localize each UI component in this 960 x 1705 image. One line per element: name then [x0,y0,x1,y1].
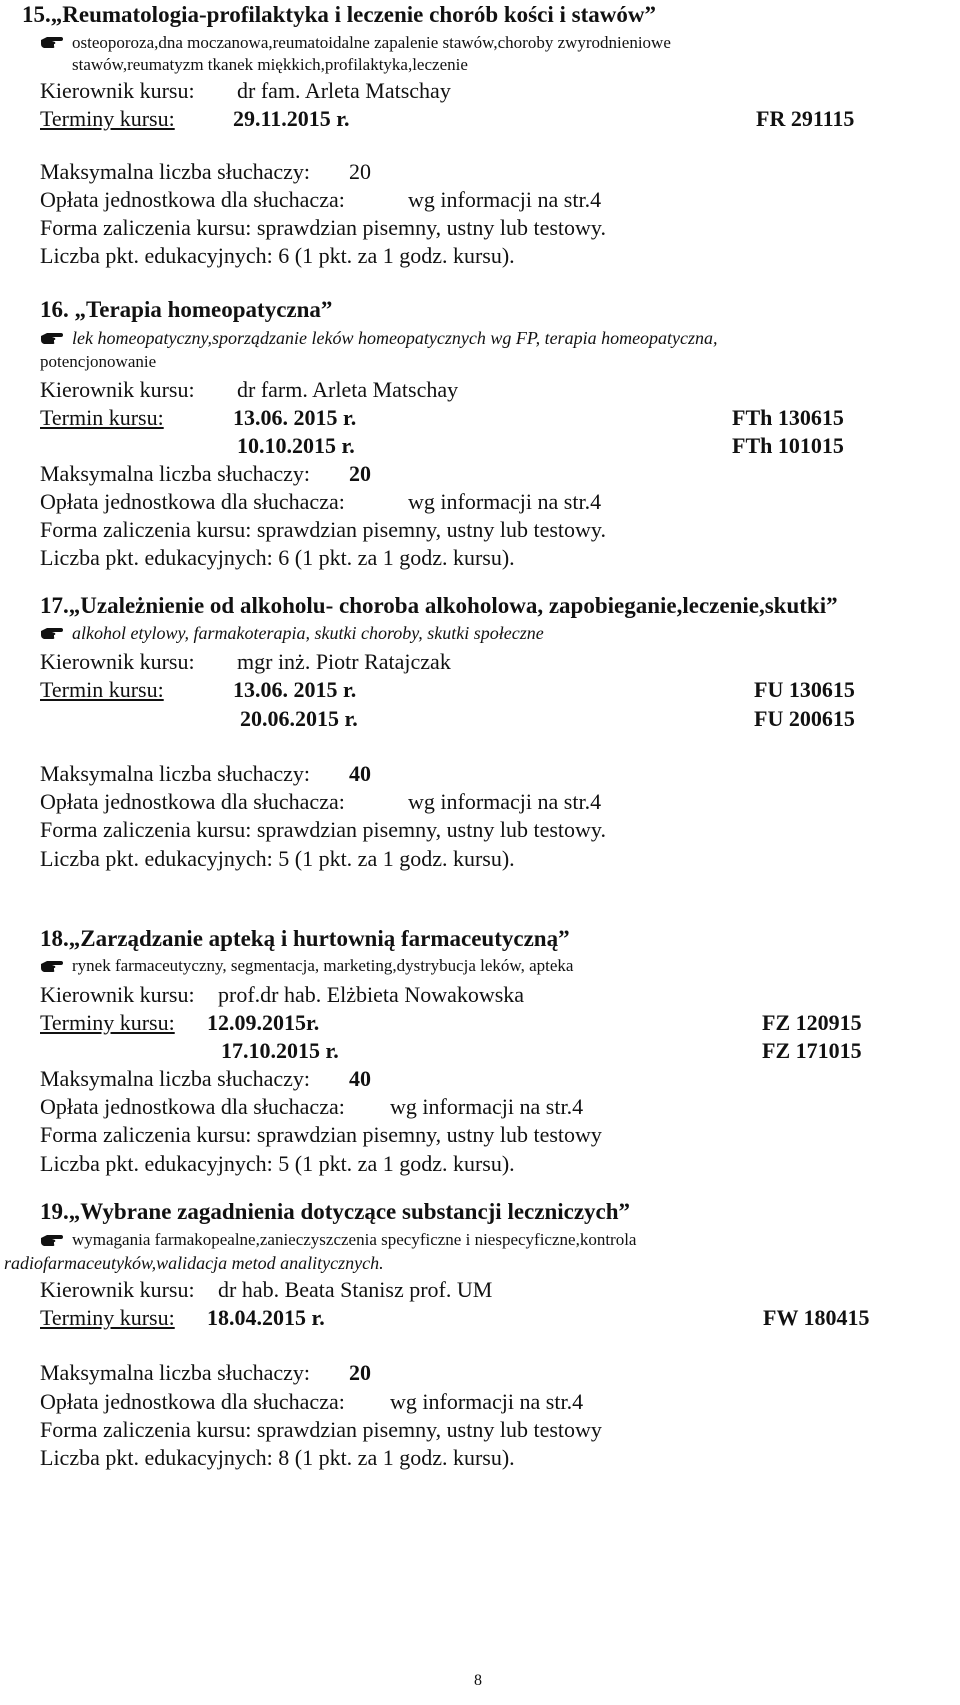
fee-value: wg informacji na str.4 [390,1389,584,1414]
course-date: 18.04.2015 r. [207,1305,325,1330]
page-number: 8 [474,1672,482,1689]
max-participants-label: Maksymalna liczba słuchaczy: [40,461,311,486]
pointing-hand-icon [40,34,64,50]
fee-value: wg informacji na str.4 [408,789,602,814]
completion-form: Forma zaliczenia kursu: sprawdzian pisemny, ustny lub testowy [40,1417,602,1442]
manager-label: Kierownik kursu: [40,982,195,1007]
max-participants-value: 40 [349,761,371,786]
pointing-hand-icon [40,625,64,641]
education-points: Liczba pkt. edukacyjnych: 6 (1 pkt. za 1 godz. kursu). [40,545,515,570]
completion-form: Forma zaliczenia kursu: sprawdzian pisemny, ustny lub testowy. [40,517,606,542]
education-points: Liczba pkt. edukacyjnych: 5 (1 pkt. za 1 godz. kursu). [40,846,515,871]
completion-form: Forma zaliczenia kursu: sprawdzian pisemny, ustny lub testowy. [40,817,606,842]
completion-form: Forma zaliczenia kursu: sprawdzian pisemny, ustny lub testowy [40,1122,602,1147]
course-code: FZ 171015 [762,1038,862,1063]
education-points: Liczba pkt. edukacyjnych: 5 (1 pkt. za 1 godz. kursu). [40,1151,515,1176]
course-date: 29.11.2015 r. [233,106,350,131]
terms-label: Termin kursu: [40,677,164,702]
education-points: Liczba pkt. edukacyjnych: 8 (1 pkt. za 1 godz. kursu). [40,1445,515,1470]
manager-label: Kierownik kursu: [40,1277,195,1302]
completion-form: Forma zaliczenia kursu: sprawdzian pisemny, ustny lub testowy. [40,215,606,240]
manager-name: prof.dr hab. Elżbieta Nowakowska [218,982,525,1007]
course-code: FW 180415 [763,1305,870,1330]
terms-label: Terminy kursu: [40,1010,175,1035]
course-code: FTh 101015 [732,433,844,458]
course-code: FU 130615 [754,677,855,702]
course-date: 13.06. 2015 r. [233,677,357,702]
course-keywords: alkohol etylowy, farmakoterapia, skutki choroby, skutki społeczne [72,623,544,643]
max-participants-label: Maksymalna liczba słuchaczy: [40,1066,311,1091]
course-keywords: rynek farmaceutyczny, segmentacja, marketing,dystrybucja leków, apteka [72,956,574,975]
course-keywords-cont: radiofarmaceutyków,walidacja metod analitycznych. [4,1253,384,1273]
max-participants-label: Maksymalna liczba słuchaczy: [40,159,311,184]
course-date: 17.10.2015 r. [221,1038,339,1063]
course-date: 13.06. 2015 r. [233,405,357,430]
manager-label: Kierownik kursu: [40,649,195,674]
max-participants-label: Maksymalna liczba słuchaczy: [40,1360,311,1385]
course-code: FZ 120915 [762,1010,862,1035]
fee-label: Opłata jednostkowa dla słuchacza: [40,489,345,514]
manager-label: Kierownik kursu: [40,78,195,103]
pointing-hand-icon [40,1232,64,1248]
manager-label: Kierownik kursu: [40,377,195,402]
course-date: 12.09.2015r. [207,1010,320,1035]
course-title: 16. „Terapia homeopatyczna” [40,297,333,322]
max-participants-value: 40 [349,1066,371,1091]
course-title: 18.„Zarządzanie apteką i hurtownią farmaceutyczną” [40,926,570,951]
course-keywords-cont: stawów,reumatyzm tkanek miękkich,profilaktyka,leczenie [72,55,468,74]
terms-label: Terminy kursu: [40,106,175,131]
course-title: 15.„Reumatologia-profilaktyka i leczenie chorób kości i stawów” [22,2,656,27]
pointing-hand-icon [40,958,64,974]
fee-label: Opłata jednostkowa dla słuchacza: [40,1389,345,1414]
course-code: FTh 130615 [732,405,844,430]
course-code: FR 291115 [756,106,855,131]
course-keywords: osteoporoza,dna moczanowa,reumatoidalne zapalenie stawów,choroby zwyrodnieniowe [72,33,671,52]
course-title: 19.„Wybrane zagadnienia dotyczące substancji leczniczych” [40,1199,631,1224]
fee-value: wg informacji na str.4 [408,187,602,212]
pointing-hand-icon [40,330,64,346]
course-date: 10.10.2015 r. [237,433,355,458]
fee-label: Opłata jednostkowa dla słuchacza: [40,187,345,212]
course-title: 17.„Uzależnienie od alkoholu- choroba alkoholowa, zapobieganie,leczenie,skutki” [40,593,838,618]
max-participants-label: Maksymalna liczba słuchaczy: [40,761,311,786]
max-participants-value: 20 [349,1360,371,1385]
course-keywords: wymagania farmakopealne,zanieczyszczenia specyficzne i niespecyficzne,kontrola [72,1230,637,1249]
max-participants-value: 20 [349,159,371,184]
fee-value: wg informacji na str.4 [408,489,602,514]
manager-name: dr farm. Arleta Matschay [237,377,459,402]
fee-label: Opłata jednostkowa dla słuchacza: [40,789,345,814]
manager-name: dr fam. Arleta Matschay [237,78,451,103]
course-keywords-cont: potencjonowanie [40,352,157,371]
course-code: FU 200615 [754,706,855,731]
fee-label: Opłata jednostkowa dla słuchacza: [40,1094,345,1119]
course-keywords: lek homeopatyczny,sporządzanie leków homeopatycznych wg FP, terapia homeopatyczna, [72,328,718,348]
education-points: Liczba pkt. edukacyjnych: 6 (1 pkt. za 1 godz. kursu). [40,243,515,268]
course-date: 20.06.2015 r. [240,706,358,731]
fee-value: wg informacji na str.4 [390,1094,584,1119]
manager-name: mgr inż. Piotr Ratajczak [237,649,451,674]
max-participants-value: 20 [349,461,371,486]
terms-label: Termin kursu: [40,405,164,430]
manager-name: dr hab. Beata Stanisz prof. UM [218,1277,493,1302]
terms-label: Terminy kursu: [40,1305,175,1330]
